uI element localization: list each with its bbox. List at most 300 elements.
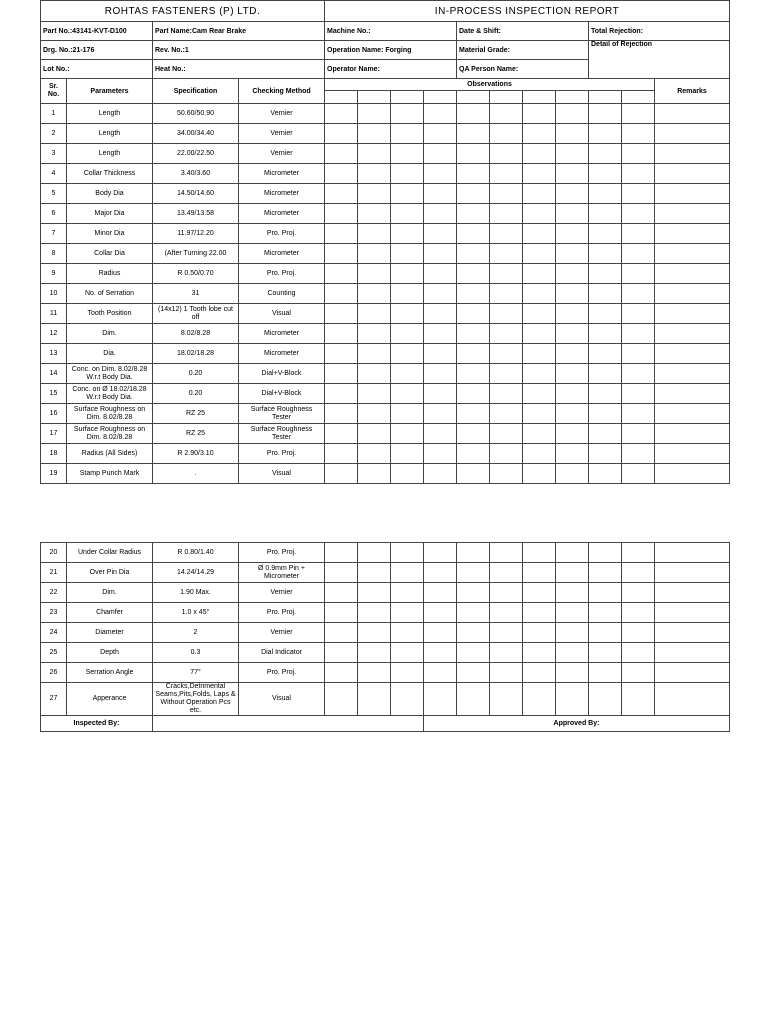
observation-cell[interactable] — [490, 264, 523, 284]
observation-cell[interactable] — [523, 344, 556, 364]
observation-cell[interactable] — [490, 204, 523, 224]
observation-cell[interactable] — [457, 284, 490, 304]
observation-cell[interactable] — [490, 124, 523, 144]
observation-cell[interactable] — [589, 184, 622, 204]
observation-cell[interactable] — [490, 144, 523, 164]
observation-cell[interactable] — [589, 464, 622, 484]
observation-cell[interactable] — [358, 543, 391, 563]
observation-cell[interactable] — [457, 104, 490, 124]
observation-cell[interactable] — [391, 464, 424, 484]
observation-cell[interactable] — [622, 204, 655, 224]
observation-cell[interactable] — [358, 164, 391, 184]
observation-cell[interactable] — [622, 683, 655, 716]
observation-cell[interactable] — [325, 224, 358, 244]
observation-cell[interactable] — [391, 104, 424, 124]
observation-cell[interactable] — [622, 623, 655, 643]
observation-cell[interactable] — [358, 124, 391, 144]
observation-cell[interactable] — [457, 623, 490, 643]
observation-cell[interactable] — [457, 244, 490, 264]
observation-cell[interactable] — [556, 543, 589, 563]
remarks-cell[interactable] — [655, 284, 730, 304]
observation-cell[interactable] — [424, 424, 457, 444]
remarks-cell[interactable] — [655, 324, 730, 344]
observation-cell[interactable] — [424, 464, 457, 484]
remarks-cell[interactable] — [655, 603, 730, 623]
observation-cell[interactable] — [391, 264, 424, 284]
observation-cell[interactable] — [523, 643, 556, 663]
observation-cell[interactable] — [490, 583, 523, 603]
observation-cell[interactable] — [325, 304, 358, 324]
observation-cell[interactable] — [424, 543, 457, 563]
observation-cell[interactable] — [589, 104, 622, 124]
observation-cell[interactable] — [358, 284, 391, 304]
observation-cell[interactable] — [556, 623, 589, 643]
observation-cell[interactable] — [556, 603, 589, 623]
observation-cell[interactable] — [424, 164, 457, 184]
observation-cell[interactable] — [391, 164, 424, 184]
observation-cell[interactable] — [622, 583, 655, 603]
observation-cell[interactable] — [457, 663, 490, 683]
observation-cell[interactable] — [490, 304, 523, 324]
observation-cell[interactable] — [622, 244, 655, 264]
observation-cell[interactable] — [391, 404, 424, 424]
observation-cell[interactable] — [523, 563, 556, 583]
observation-cell[interactable] — [622, 444, 655, 464]
observation-cell[interactable] — [424, 324, 457, 344]
observation-cell[interactable] — [589, 623, 622, 643]
observation-cell[interactable] — [358, 643, 391, 663]
observation-cell[interactable] — [556, 464, 589, 484]
observation-cell[interactable] — [424, 184, 457, 204]
remarks-cell[interactable] — [655, 683, 730, 716]
observation-cell[interactable] — [325, 184, 358, 204]
observation-cell[interactable] — [523, 164, 556, 184]
observation-cell[interactable] — [391, 623, 424, 643]
observation-cell[interactable] — [589, 264, 622, 284]
observation-cell[interactable] — [358, 384, 391, 404]
observation-cell[interactable] — [424, 144, 457, 164]
observation-cell[interactable] — [589, 304, 622, 324]
observation-cell[interactable] — [457, 204, 490, 224]
observation-cell[interactable] — [490, 224, 523, 244]
observation-cell[interactable] — [589, 244, 622, 264]
observation-cell[interactable] — [424, 364, 457, 384]
observation-cell[interactable] — [523, 603, 556, 623]
observation-cell[interactable] — [424, 563, 457, 583]
observation-cell[interactable] — [556, 424, 589, 444]
remarks-cell[interactable] — [655, 304, 730, 324]
observation-cell[interactable] — [589, 144, 622, 164]
observation-cell[interactable] — [325, 464, 358, 484]
observation-cell[interactable] — [589, 683, 622, 716]
observation-cell[interactable] — [622, 424, 655, 444]
observation-cell[interactable] — [523, 244, 556, 264]
observation-cell[interactable] — [490, 543, 523, 563]
observation-cell[interactable] — [622, 663, 655, 683]
observation-cell[interactable] — [622, 643, 655, 663]
observation-cell[interactable] — [589, 643, 622, 663]
observation-cell[interactable] — [457, 603, 490, 623]
observation-cell[interactable] — [358, 184, 391, 204]
remarks-cell[interactable] — [655, 384, 730, 404]
observation-cell[interactable] — [358, 444, 391, 464]
observation-cell[interactable] — [457, 344, 490, 364]
remarks-cell[interactable] — [655, 204, 730, 224]
observation-cell[interactable] — [391, 364, 424, 384]
observation-cell[interactable] — [556, 224, 589, 244]
observation-cell[interactable] — [622, 364, 655, 384]
observation-cell[interactable] — [523, 464, 556, 484]
remarks-cell[interactable] — [655, 643, 730, 663]
observation-cell[interactable] — [325, 364, 358, 384]
observation-cell[interactable] — [391, 224, 424, 244]
observation-cell[interactable] — [325, 543, 358, 563]
observation-cell[interactable] — [622, 543, 655, 563]
observation-cell[interactable] — [589, 344, 622, 364]
observation-cell[interactable] — [490, 184, 523, 204]
observation-cell[interactable] — [622, 124, 655, 144]
observation-cell[interactable] — [556, 124, 589, 144]
observation-cell[interactable] — [523, 623, 556, 643]
observation-cell[interactable] — [556, 204, 589, 224]
observation-cell[interactable] — [358, 583, 391, 603]
observation-cell[interactable] — [391, 643, 424, 663]
observation-cell[interactable] — [424, 284, 457, 304]
observation-cell[interactable] — [523, 284, 556, 304]
observation-cell[interactable] — [556, 563, 589, 583]
observation-cell[interactable] — [358, 144, 391, 164]
observation-cell[interactable] — [622, 224, 655, 244]
observation-cell[interactable] — [358, 204, 391, 224]
observation-cell[interactable] — [622, 344, 655, 364]
observation-cell[interactable] — [490, 384, 523, 404]
observation-cell[interactable] — [457, 444, 490, 464]
observation-cell[interactable] — [490, 404, 523, 424]
observation-cell[interactable] — [523, 404, 556, 424]
observation-cell[interactable] — [391, 204, 424, 224]
observation-cell[interactable] — [589, 424, 622, 444]
observation-cell[interactable] — [457, 683, 490, 716]
remarks-cell[interactable] — [655, 104, 730, 124]
observation-cell[interactable] — [457, 184, 490, 204]
observation-cell[interactable] — [523, 543, 556, 563]
remarks-cell[interactable] — [655, 144, 730, 164]
observation-cell[interactable] — [556, 324, 589, 344]
observation-cell[interactable] — [424, 404, 457, 424]
observation-cell[interactable] — [523, 224, 556, 244]
observation-cell[interactable] — [358, 464, 391, 484]
observation-cell[interactable] — [589, 364, 622, 384]
observation-cell[interactable] — [490, 683, 523, 716]
observation-cell[interactable] — [457, 324, 490, 344]
observation-cell[interactable] — [556, 444, 589, 464]
observation-cell[interactable] — [589, 384, 622, 404]
observation-cell[interactable] — [589, 224, 622, 244]
observation-cell[interactable] — [358, 563, 391, 583]
observation-cell[interactable] — [490, 563, 523, 583]
observation-cell[interactable] — [589, 404, 622, 424]
observation-cell[interactable] — [589, 563, 622, 583]
observation-cell[interactable] — [424, 583, 457, 603]
observation-cell[interactable] — [622, 284, 655, 304]
observation-cell[interactable] — [325, 424, 358, 444]
observation-cell[interactable] — [391, 184, 424, 204]
observation-cell[interactable] — [622, 464, 655, 484]
observation-cell[interactable] — [556, 164, 589, 184]
observation-cell[interactable] — [457, 643, 490, 663]
observation-cell[interactable] — [523, 184, 556, 204]
observation-cell[interactable] — [589, 603, 622, 623]
observation-cell[interactable] — [556, 643, 589, 663]
row-checking-method: Vernier — [239, 104, 325, 124]
observation-cell[interactable] — [589, 284, 622, 304]
observation-cell[interactable] — [457, 404, 490, 424]
observation-cell[interactable] — [523, 264, 556, 284]
observation-cell[interactable] — [424, 603, 457, 623]
observation-cell[interactable] — [424, 204, 457, 224]
observation-cell[interactable] — [325, 683, 358, 716]
observation-cell[interactable] — [457, 384, 490, 404]
observation-cell[interactable] — [490, 623, 523, 643]
observation-cell[interactable] — [523, 444, 556, 464]
observation-cell[interactable] — [358, 603, 391, 623]
observation-cell[interactable] — [490, 444, 523, 464]
observation-cell[interactable] — [391, 683, 424, 716]
observation-cell[interactable] — [325, 583, 358, 603]
observation-cell[interactable] — [391, 244, 424, 264]
observation-cell[interactable] — [325, 124, 358, 144]
observation-cell[interactable] — [523, 424, 556, 444]
observation-cell[interactable] — [358, 304, 391, 324]
observation-cell[interactable] — [523, 104, 556, 124]
observation-cell[interactable] — [622, 563, 655, 583]
observation-cell[interactable] — [391, 663, 424, 683]
observation-cell[interactable] — [457, 563, 490, 583]
observation-cell[interactable] — [490, 164, 523, 184]
observation-cell[interactable] — [589, 124, 622, 144]
observation-cell[interactable] — [622, 384, 655, 404]
observation-cell[interactable] — [622, 184, 655, 204]
remarks-cell[interactable] — [655, 124, 730, 144]
observation-cell[interactable] — [424, 344, 457, 364]
observation-cell[interactable] — [556, 264, 589, 284]
observation-cell[interactable] — [424, 623, 457, 643]
observation-cell[interactable] — [523, 144, 556, 164]
observation-cell[interactable] — [325, 563, 358, 583]
observation-cell[interactable] — [325, 244, 358, 264]
observation-cell[interactable] — [523, 384, 556, 404]
observation-cell[interactable] — [490, 663, 523, 683]
observation-cell[interactable] — [325, 284, 358, 304]
observation-cell[interactable] — [622, 144, 655, 164]
remarks-cell[interactable] — [655, 244, 730, 264]
observation-cell[interactable] — [589, 663, 622, 683]
remarks-cell[interactable] — [655, 563, 730, 583]
observation-cell[interactable] — [325, 204, 358, 224]
observation-cell[interactable] — [358, 324, 391, 344]
remarks-cell[interactable] — [655, 623, 730, 643]
observation-cell[interactable] — [358, 364, 391, 384]
remarks-cell[interactable] — [655, 264, 730, 284]
observation-cell[interactable] — [556, 583, 589, 603]
observation-cell[interactable] — [424, 124, 457, 144]
observation-cell[interactable] — [589, 543, 622, 563]
observation-cell[interactable] — [556, 344, 589, 364]
observation-cell[interactable] — [424, 683, 457, 716]
observation-cell[interactable] — [490, 344, 523, 364]
observation-cell[interactable] — [325, 603, 358, 623]
observation-cell[interactable] — [424, 244, 457, 264]
row-specification: 77° — [153, 663, 239, 683]
observation-cell[interactable] — [556, 184, 589, 204]
observation-cell[interactable] — [391, 583, 424, 603]
observation-cell[interactable] — [391, 424, 424, 444]
observation-cell[interactable] — [325, 623, 358, 643]
observation-cell[interactable] — [556, 663, 589, 683]
observation-cell[interactable] — [523, 324, 556, 344]
observation-cell[interactable] — [490, 464, 523, 484]
observation-cell[interactable] — [490, 643, 523, 663]
observation-cell[interactable] — [358, 104, 391, 124]
remarks-cell[interactable] — [655, 184, 730, 204]
observation-cell[interactable] — [424, 384, 457, 404]
observation-cell[interactable] — [391, 543, 424, 563]
observation-cell[interactable] — [556, 364, 589, 384]
observation-cell[interactable] — [457, 304, 490, 324]
remarks-cell[interactable] — [655, 424, 730, 444]
observation-cell[interactable] — [391, 384, 424, 404]
observation-cell[interactable] — [325, 384, 358, 404]
observation-cell[interactable] — [391, 304, 424, 324]
observation-cell[interactable] — [556, 144, 589, 164]
observation-cell[interactable] — [325, 404, 358, 424]
observation-cell[interactable] — [391, 324, 424, 344]
observation-cell[interactable] — [490, 244, 523, 264]
observation-cell[interactable] — [622, 164, 655, 184]
observation-cell[interactable] — [457, 264, 490, 284]
observation-cell[interactable] — [490, 104, 523, 124]
observation-cell[interactable] — [523, 124, 556, 144]
observation-cell[interactable] — [556, 384, 589, 404]
remarks-cell[interactable] — [655, 543, 730, 563]
remarks-cell[interactable] — [655, 404, 730, 424]
rev-no: Rev. No.:1 — [153, 41, 325, 60]
remarks-cell[interactable] — [655, 344, 730, 364]
observation-cell[interactable] — [325, 144, 358, 164]
observation-cell[interactable] — [556, 404, 589, 424]
remarks-cell[interactable] — [655, 224, 730, 244]
observation-cell[interactable] — [424, 224, 457, 244]
observation-cell[interactable] — [424, 264, 457, 284]
observation-cell[interactable] — [490, 284, 523, 304]
observation-cell[interactable] — [358, 683, 391, 716]
observation-cell[interactable] — [358, 424, 391, 444]
observation-cell[interactable] — [358, 404, 391, 424]
observation-cell[interactable] — [358, 344, 391, 364]
observation-cell[interactable] — [490, 603, 523, 623]
observation-cell[interactable] — [424, 304, 457, 324]
observation-cell[interactable] — [325, 264, 358, 284]
observation-cell[interactable] — [556, 284, 589, 304]
remarks-cell[interactable] — [655, 164, 730, 184]
observation-cell[interactable] — [391, 284, 424, 304]
observation-cell[interactable] — [556, 683, 589, 716]
observation-cell[interactable] — [622, 104, 655, 124]
observation-cell[interactable] — [523, 663, 556, 683]
observation-cell[interactable] — [490, 424, 523, 444]
observation-cell[interactable] — [589, 583, 622, 603]
observation-cell[interactable] — [457, 364, 490, 384]
observation-cell[interactable] — [325, 444, 358, 464]
observation-cell[interactable] — [523, 683, 556, 716]
observation-cell[interactable] — [523, 364, 556, 384]
observation-cell[interactable] — [457, 583, 490, 603]
observation-cell[interactable] — [325, 663, 358, 683]
observation-cell[interactable] — [325, 164, 358, 184]
observation-cell[interactable] — [457, 424, 490, 444]
observation-cell[interactable] — [556, 304, 589, 324]
observation-cell[interactable] — [325, 643, 358, 663]
observation-cell[interactable] — [358, 663, 391, 683]
observation-cell[interactable] — [622, 603, 655, 623]
observation-cell[interactable] — [391, 603, 424, 623]
observation-cell[interactable] — [358, 224, 391, 244]
observation-cell[interactable] — [622, 304, 655, 324]
observation-cell[interactable] — [490, 364, 523, 384]
observation-cell[interactable] — [391, 144, 424, 164]
observation-cell[interactable] — [523, 304, 556, 324]
observation-cell[interactable] — [589, 324, 622, 344]
observation-cell[interactable] — [556, 244, 589, 264]
observation-cell[interactable] — [325, 344, 358, 364]
observation-cell[interactable] — [457, 543, 490, 563]
observation-cell[interactable] — [457, 164, 490, 184]
remarks-cell[interactable] — [655, 444, 730, 464]
observation-cell[interactable] — [358, 623, 391, 643]
observation-cell[interactable] — [424, 663, 457, 683]
observation-cell[interactable] — [622, 404, 655, 424]
observation-cell[interactable] — [391, 344, 424, 364]
observation-cell[interactable] — [523, 583, 556, 603]
remarks-cell[interactable] — [655, 364, 730, 384]
observation-cell[interactable] — [622, 264, 655, 284]
remarks-cell[interactable] — [655, 464, 730, 484]
observation-cell[interactable] — [490, 324, 523, 344]
observation-cell[interactable] — [589, 444, 622, 464]
remarks-cell[interactable] — [655, 583, 730, 603]
observation-cell[interactable] — [391, 563, 424, 583]
observation-cell[interactable] — [457, 464, 490, 484]
observation-cell[interactable] — [622, 324, 655, 344]
observation-cell[interactable] — [523, 204, 556, 224]
observation-cell[interactable] — [589, 164, 622, 184]
observation-cell[interactable] — [424, 104, 457, 124]
observation-cell[interactable] — [358, 264, 391, 284]
observation-cell[interactable] — [424, 643, 457, 663]
observation-cell[interactable] — [325, 104, 358, 124]
observation-cell[interactable] — [457, 144, 490, 164]
observation-cell[interactable] — [391, 444, 424, 464]
remarks-cell[interactable] — [655, 663, 730, 683]
observation-cell[interactable] — [556, 104, 589, 124]
observation-cell[interactable] — [358, 244, 391, 264]
observation-cell[interactable] — [424, 444, 457, 464]
observation-cell[interactable] — [457, 224, 490, 244]
observation-cell[interactable] — [589, 204, 622, 224]
observation-cell[interactable] — [391, 124, 424, 144]
observation-cell[interactable] — [325, 324, 358, 344]
observation-cell[interactable] — [457, 124, 490, 144]
